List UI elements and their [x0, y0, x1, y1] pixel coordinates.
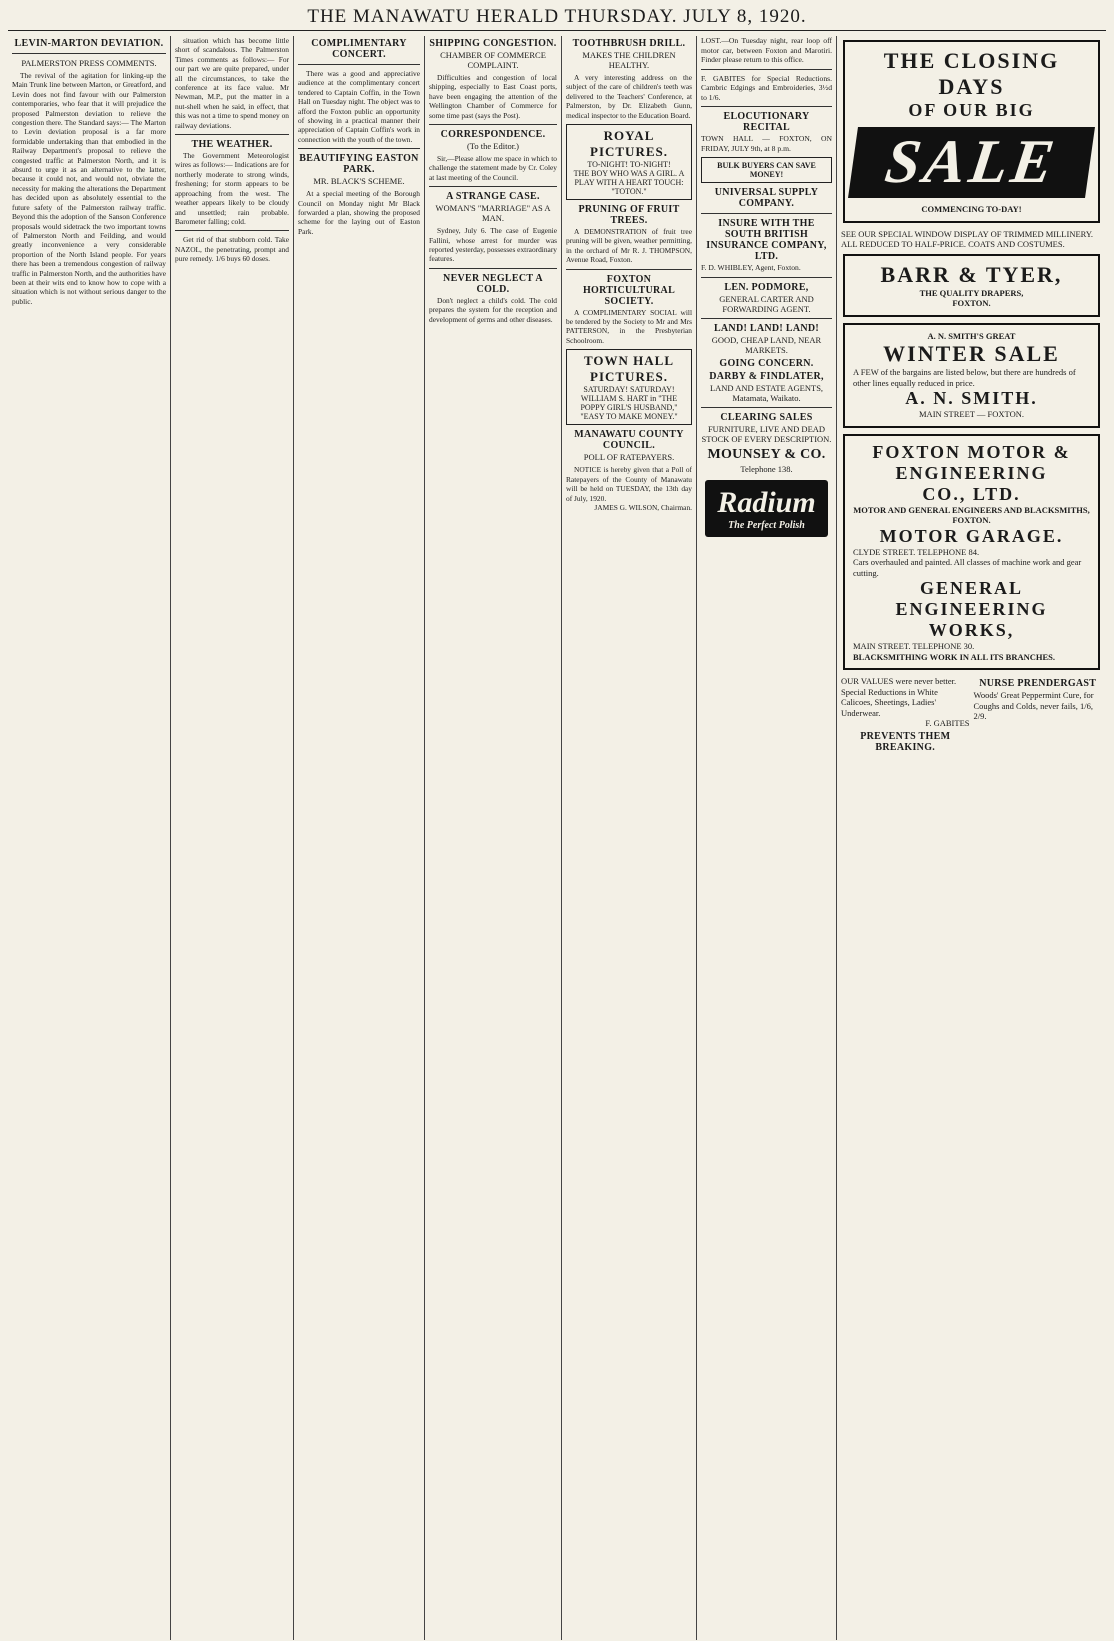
royal-pictures-body: THE BOY WHO WAS A GIRL. A PLAY WITH A HEART TOUCH: "TOTON." — [573, 169, 685, 197]
article-text: A COMPLIMENTARY SOCIAL will be tendered by the Society to Mr and Mrs PATTERSON, in the Presbyterian Schoolroom. — [566, 307, 692, 345]
divider — [701, 213, 832, 214]
headline-weather: THE WEATHER. — [191, 139, 273, 151]
land-sub: GOOD, CHEAP LAND, NEAR MARKETS. — [711, 334, 822, 355]
motor-title-2: ENGINEERING — [895, 462, 1048, 483]
works: WORKS, — [928, 620, 1015, 640]
article-body — [566, 73, 692, 120]
gabites-sig: F. GABITES — [925, 718, 970, 728]
recital-body: TOWN HALL — FOXTON, ON FRIDAY, JULY 9th, at 8 p.m. — [701, 134, 832, 153]
smith-name: A. N. SMITH. — [905, 388, 1038, 408]
subhead-healthy: MAKES THE CHILDREN HEALTHY. — [582, 50, 676, 70]
bottom-right-ads — [974, 676, 1103, 754]
motor-garage: MOTOR GARAGE. — [879, 525, 1064, 546]
mounsey-phone: Telephone 138. — [740, 463, 793, 474]
article-body — [175, 36, 289, 130]
article-text: situation which has become little short of scandalous. The Palmerston Times comments as follows:— For our part we are quite prepared, under all the circumstances, to take the conference at its face value. Mr Newman, M.P., put the matter in a nut-shell when he said, in effect, that this was not a time to spend money on railway deviations. — [175, 36, 289, 130]
article-text: At a special meeting of the Borough Council on Monday night Mr Black forwarded a plan, showing the proposed scheme for the laying out of Easton Park. — [298, 189, 420, 236]
headline-strange-case: A STRANGE CASE. — [446, 191, 540, 203]
of-our-big: OF OUR BIG — [908, 100, 1035, 120]
divider — [429, 186, 557, 187]
insurance-ad: INSURE WITH THE SOUTH BRITISH INSURANCE COMPANY, LTD. — [706, 218, 827, 262]
article-text: There was a good and appreciative audience at the complimentary concert tendered to Captain Coffin, in the Town Hall on Tuesday night. The object was to afford the Foxton public an opportunity of showing in a practical manner their appreciation of Captain Coffin's work in connection with the youth of the town. — [298, 69, 420, 144]
subhead-black-scheme: MR. BLACK'S SCHEME. — [313, 176, 405, 187]
town-hall-pictures-title: TOWN HALL PICTURES. — [583, 353, 675, 385]
subhead-chamber: CHAMBER OF COMMERCE COMPLAINT. — [440, 50, 546, 70]
divider — [175, 134, 289, 135]
bottom-ads — [841, 676, 1102, 754]
subhead-editor: (To the Editor.) — [466, 141, 520, 152]
closing-sale-body: SEE OUR SPECIAL WINDOW DISPLAY OF TRIMMED MILLINERY. ALL REDUCED TO HALF-PRICE. COATS AND COSTUMES. — [841, 228, 1094, 249]
divider — [175, 230, 289, 231]
column-6 — [697, 36, 837, 1640]
clearing-sub: FURNITURE, LIVE AND DEAD STOCK OF EVERY DESCRIPTION. — [701, 423, 832, 444]
article-body — [12, 71, 166, 306]
nazol-ad — [175, 235, 289, 263]
divider — [701, 277, 832, 278]
column-1 — [8, 36, 171, 1640]
article-text: Don't neglect a child's cold. The cold prepares the system for the reception and development of germs and other diseases. — [429, 295, 557, 324]
sale-banner: SALE — [848, 127, 1095, 198]
article-body — [298, 69, 420, 144]
royal-pictures-tonight: TO-NIGHT! TO-NIGHT! — [587, 160, 671, 170]
letter-text: Sir,—Please allow me space in which to challenge the statement made by Cr. Coley at last meeting of the Council. — [429, 154, 557, 182]
letter-body — [429, 154, 557, 182]
winter-sale-title: WINTER SALE — [883, 341, 1060, 366]
darby-title: DARBY & FINDLATER, — [709, 370, 824, 382]
headline-correspondence: CORRESPONDENCE. — [440, 129, 546, 141]
article-body — [429, 296, 557, 324]
divider — [429, 124, 557, 125]
darby-sub: LAND AND ESTATE AGENTS, Matamata, Waikato. — [709, 382, 824, 403]
bulk-buyers-text: BULK BUYERS CAN SAVE MONEY! — [717, 161, 816, 179]
gen-street: MAIN STREET. TELEPHONE 30. — [853, 641, 975, 651]
closing-days-title: THE CLOSING DAYS — [883, 48, 1060, 99]
radium-polish-ad — [705, 480, 828, 537]
headline-cold: NEVER NEGLECT A COLD. — [443, 272, 543, 295]
nurse-prendergast: NURSE PRENDERGAST — [979, 678, 1097, 689]
article-text: Sydney, July 6. The case of Eugenie Fallini, whose arrest for murder was reported yesterday, possesses extraordinary features. — [429, 226, 557, 264]
divider — [701, 106, 832, 107]
bottom-left-ads — [841, 676, 970, 754]
prevents-breaking: PREVENTS THEM BREAKING. — [860, 730, 951, 753]
headline-shipping: SHIPPING CONGESTION. — [429, 38, 557, 49]
winter-sale-body: A FEW of the bargains are listed below, but there are hundreds of other lines equally reduced in price. — [853, 367, 1076, 388]
subhead-poll: POLL OF RATEPAYERS. — [583, 452, 675, 463]
article-text: A very interesting address on the subject of the care of children's teeth was delivered to the Teachers' Conference, at Palmerston, by Dr. Elizabeth Gunn, medical inspector to the Education Board. — [566, 73, 692, 120]
smith-great: A. N. SMITH'S GREAT — [927, 330, 1016, 341]
barr-tyer-sub: THE QUALITY DRAPERS, — [919, 287, 1024, 298]
notice-signature: JAMES G. WILSON, Chairman. — [594, 502, 692, 512]
general-engineering: GENERAL ENGINEERING — [895, 578, 1048, 619]
article-body — [298, 189, 420, 236]
headline-easton-park: BEAUTIFYING EASTON PARK. — [299, 153, 419, 176]
article-body — [566, 227, 692, 265]
article-body — [429, 73, 557, 120]
town-hall-pictures-ad — [566, 349, 692, 425]
radium-logo: Radium — [717, 485, 816, 519]
headline-concert: COMPLIMENTARY CONCERT. — [311, 38, 407, 60]
clearing-title: CLEARING SALES — [720, 411, 813, 423]
universal-supply: UNIVERSAL SUPPLY COMPANY. — [714, 187, 819, 209]
podmore-sub: GENERAL CARTER AND FORWARDING AGENT. — [719, 293, 814, 314]
article-body — [429, 226, 557, 264]
headline-horticultural: FOXTON HORTICULTURAL SOCIETY. — [582, 273, 676, 307]
mounsey-title: MOUNSEY & CO. — [707, 446, 826, 462]
masthead-title: THE MANAWATU HERALD THURSDAY. JULY 8, 1920. — [307, 6, 807, 27]
column-3 — [294, 36, 425, 1640]
woods-cure: Woods' Great Peppermint Cure, for Coughs and Colds, never fails, 1/6, 2/9. — [973, 690, 1094, 721]
column-4 — [425, 36, 562, 1640]
headline-pruning: PRUNING OF FRUIT TREES. — [578, 204, 680, 227]
garage-street: CLYDE STREET. TELEPHONE 84. — [853, 546, 980, 557]
radium-tagline: The Perfect Polish — [728, 519, 805, 531]
masthead — [8, 6, 1106, 31]
gen-body: BLACKSMITHING WORK IN ALL ITS BRANCHES. — [853, 651, 1056, 662]
columns — [8, 36, 1106, 1640]
barr-tyer-ad — [843, 254, 1100, 317]
land-title: LAND! LAND! LAND! — [713, 322, 820, 334]
barr-tyer-town: FOXTON. — [952, 298, 991, 308]
divider — [701, 69, 832, 70]
subhead-marriage: WOMAN'S "MARRIAGE" AS A MAN. — [435, 203, 551, 224]
article-text: A DEMONSTRATION of fruit tree pruning will be given, weather permitting, in the orchard of Mr R. J. THOMPSON, Avenue Road, Foxton. — [566, 227, 692, 265]
motor-sub: MOTOR AND GENERAL ENGINEERS AND BLACKSMITHS, FOXTON. — [853, 504, 1090, 525]
divider — [298, 64, 420, 65]
recital-title: ELOCUTIONARY RECITAL — [723, 111, 810, 133]
notice-body — [566, 465, 692, 503]
town-hall-pictures-body: SATURDAY! SATURDAY! WILLIAM S. HART in "THE POPPY GIRL'S HUSBAND," "EASY TO MAKE MONEY." — [580, 385, 678, 422]
weather-body — [175, 151, 289, 226]
smith-street: MAIN STREET — FOXTON. — [919, 409, 1024, 419]
column-5 — [562, 36, 697, 1640]
divider — [12, 53, 166, 54]
classified-lost: LOST.—On Tuesday night, rear loop off motor car, between Foxton and Marotiri. Finder please return to this office. — [701, 36, 832, 64]
notice-text: NOTICE is hereby given that a Poll of Ratepayers of the County of Manawatu will be held on TUESDAY, the 13th day of July, 1920. — [566, 465, 692, 503]
closing-sale-ad — [843, 40, 1100, 223]
podmore-title: LEN. PODMORE, — [724, 281, 809, 293]
winter-sale-ad — [843, 323, 1100, 428]
royal-pictures-title: ROYAL PICTURES. — [590, 128, 668, 160]
divider — [429, 268, 557, 269]
divider — [701, 318, 832, 319]
headline-toothbrush: TOOTHBRUSH DRILL. — [572, 38, 686, 49]
royal-pictures-ad — [566, 124, 692, 200]
bulk-buyers-ad — [701, 157, 832, 183]
going-concern: GOING CONCERN. — [719, 357, 814, 369]
motor-title-1: FOXTON MOTOR & — [872, 441, 1071, 462]
headline-county-council: MANAWATU COUNTY COUNCIL. — [574, 429, 684, 452]
classified-gabites: F. GABITES for Special Reductions. Cambric Edgings and Embroideries, 3½d to 1/6. — [701, 73, 832, 102]
article-text: The revival of the agitation for linking-up the Main Trunk line between Marton, or Greatford, and Levin does not find favour with our Palmerston contemporaries, who fear that it will prejudice the proposed Palmerston deviation to relieve the congestion there. The Standard says:— The Marton to Levin deviation proposal is a far more formidable undertaking than that embodied in the Railway Department's proposal to relieve the congested traffic at Palmerston North, and it is absurd to urge it as an alternative to the latter, because it could not, and would not, obviate the necessity for making the alterations the Department has decided upon as absolutely essential to the future safety of the Palmerston railway traffic. Beyond this the adoption of the Sanson Conference proposals would sidetrack the two important towns of Palmerston North and Feilding, and would greatly inconvenience a very considerable proportion of the North Island people. For years there has been a tremendous congestion of railway traffic in Palmerston North, and the authorities have been at their wits end to know how to cope with a situation which is not without serious danger to the public. — [12, 71, 166, 306]
article-text: Difficulties and congestion of local shipping, especially to East Coast ports, have been engaging the attention of the Wellington Chamber of Commerce for some time past (says the Post). — [429, 73, 557, 120]
subhead-press-comments: PALMERSTON PRESS COMMENTS. — [21, 58, 157, 68]
garage-body: Cars overhauled and painted. All classes of machine work and gear cutting. — [853, 557, 1082, 578]
column-2 — [171, 36, 294, 1640]
motor-title-3: CO., LTD. — [922, 483, 1021, 504]
article-body — [566, 308, 692, 346]
insurance-agent: F. D. WHIBLEY, Agent, Foxton. — [701, 263, 801, 272]
commencing-text: COMMENCING TO-DAY! — [921, 204, 1022, 214]
divider — [298, 148, 420, 149]
divider — [566, 269, 692, 270]
weather-text: The Government Meteorologist wires as follows:— Indications are for northerly moderate to strong winds, freshening; for storm appears to be approaching from the west. The weather appears likely to be cloudy and unsettled; rain probable. Barometer falling; cold. — [175, 151, 289, 226]
values-ad: OUR VALUES were never better. Special Reductions in White Calicoes, Sheetings, Ladies' Underwear. — [841, 676, 957, 718]
headline-levin-marton: LEVIN-MARTON DEVIATION. — [14, 38, 164, 49]
column-7 — [837, 36, 1106, 1640]
nazol-text: Get rid of that stubborn cold. Take NAZOL, the penetrating, prompt and pure remedy. 1/6 buys 60 doses. — [175, 235, 289, 264]
barr-tyer-title: BARR & TYER, — [880, 261, 1063, 287]
divider — [701, 407, 832, 408]
foxton-motor-ad — [843, 434, 1100, 671]
